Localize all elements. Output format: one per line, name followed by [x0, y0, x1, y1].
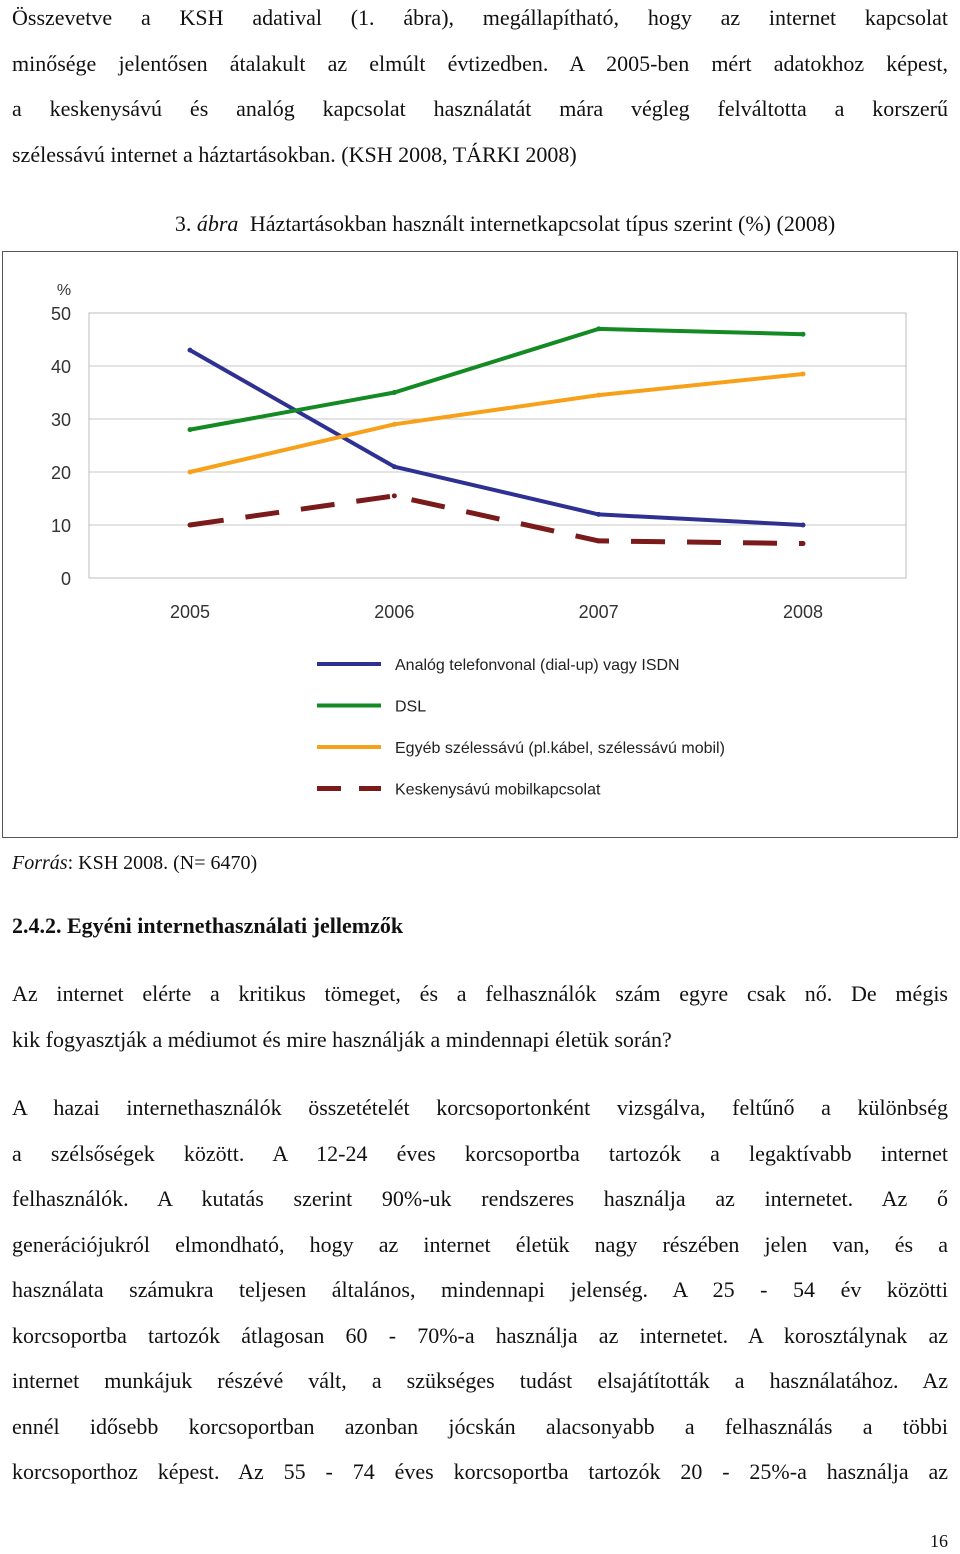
- text-line: szélessávú internet a háztartásokban. (KSH 2008, TÁRKI 2008): [12, 141, 577, 167]
- figure-source: [12, 848, 257, 878]
- y-tick-label: 0: [60, 569, 71, 589]
- text-line: generációjukról elmondható, hogy az internet életük nagy részében jelen van, és a: [12, 1231, 948, 1257]
- text-line: Összevetve a KSH adatival (1. ábra), megállapítható, hogy az internet kapcsolat: [12, 5, 948, 30]
- data-point: [392, 464, 397, 469]
- body-paragraph: [12, 1085, 948, 1495]
- section-heading: 2.4.2. Egyéni internethasználati jellemzők: [12, 913, 404, 938]
- data-point: [596, 512, 601, 517]
- data-point: [392, 422, 397, 427]
- chart-canvas: [3, 252, 957, 837]
- plot-area: [89, 313, 906, 578]
- x-tick-label: 2005: [169, 602, 211, 622]
- y-tick-label: 20: [50, 463, 71, 483]
- data-point: [801, 523, 806, 528]
- data-point: [188, 427, 193, 432]
- data-point: [801, 371, 806, 376]
- data-point: [801, 541, 806, 546]
- intro-paragraph: [12, 0, 948, 177]
- figure-label: ábra: [196, 211, 239, 236]
- text-line: minősége jelentősen átalakult az elmúlt évtizedben. A 2005-ben mért adatokhoz képest,: [12, 50, 948, 76]
- data-point: [188, 523, 193, 528]
- data-point: [188, 348, 193, 353]
- legend-label: Egyéb szélessávú (pl.kábel, szélessávú mobil): [395, 740, 725, 757]
- series-line: [190, 350, 803, 525]
- text-line: A hazai internethasználók összetételét korcsoportonként vizsgálva, feltűnő a különbség: [12, 1095, 948, 1120]
- series-line: [190, 329, 803, 430]
- figure-number: 3.: [174, 211, 192, 236]
- text-line: a keskenysávú és analóg kapcsolat használatát mára végleg felváltotta a korszerű: [12, 96, 948, 121]
- text-line: használata számukra teljesen általános, mindennapi jelenség. A 25 - 54 év közötti: [12, 1277, 948, 1302]
- body-paragraph: [12, 971, 948, 1062]
- x-tick-label: 2006: [374, 602, 415, 622]
- data-point: [188, 470, 193, 475]
- text-line: ennél idősebb korcsoportban azonban jócskán alacsonyabb a felhasználás a többi: [12, 1413, 948, 1439]
- text-line: a szélsőségek között. A 12-24 éves korcsoportba tartozók a legaktívabb internet: [12, 1140, 948, 1166]
- line-chart: [2, 251, 958, 838]
- text-line: Az internet elérte a kritikus tömeget, és a felhasználók szám egyre csak nő. De mégis: [12, 981, 948, 1006]
- data-point: [392, 390, 397, 395]
- x-tick-label: 2007: [578, 602, 619, 622]
- y-tick-label: 10: [50, 516, 71, 536]
- y-tick-label: 50: [50, 304, 71, 324]
- series-line: [190, 374, 803, 472]
- text-line: internet munkájuk részévé vált, a szükséges tudást elsajátították a használatához. Az: [12, 1368, 948, 1393]
- data-point: [596, 326, 601, 331]
- y-unit-label: %: [56, 282, 72, 299]
- figure-caption: [0, 204, 960, 244]
- y-tick-label: 40: [50, 357, 71, 377]
- text-line: korcsoportba tartozók átlagosan 60 - 70%-a használja az internetet. A korosztálynak az: [12, 1322, 948, 1348]
- figure-title: Háztartásokban használt internetkapcsolat típus szerint (%) (2008): [249, 211, 836, 236]
- source-text: : KSH 2008. (N= 6470): [67, 852, 258, 874]
- data-point: [596, 393, 601, 398]
- legend-label: DSL: [395, 698, 427, 716]
- text-line: felhasználók. A kutatás szerint 90%-uk rendszeres használja az internetet. Az ő: [12, 1186, 948, 1211]
- source-label: Forrás: [12, 852, 68, 874]
- data-point: [801, 332, 806, 337]
- y-tick-label: 30: [50, 410, 71, 430]
- text-line: kik fogyasztják a médiumot és mire használják a mindennapi életük során?: [12, 1026, 672, 1052]
- page-number: 16: [930, 1531, 948, 1551]
- x-tick-label: 2008: [782, 602, 824, 622]
- data-point: [392, 493, 397, 498]
- data-point: [596, 538, 601, 543]
- legend-label: Analóg telefonvonal (dial-up) vagy ISDN: [395, 657, 680, 674]
- text-line: korcsoporthoz képest. Az 55 - 74 éves korcsoportba tartozók 20 - 25%-a használja az: [12, 1459, 948, 1484]
- legend-label: Keskenysávú mobilkapcsolat: [395, 781, 601, 799]
